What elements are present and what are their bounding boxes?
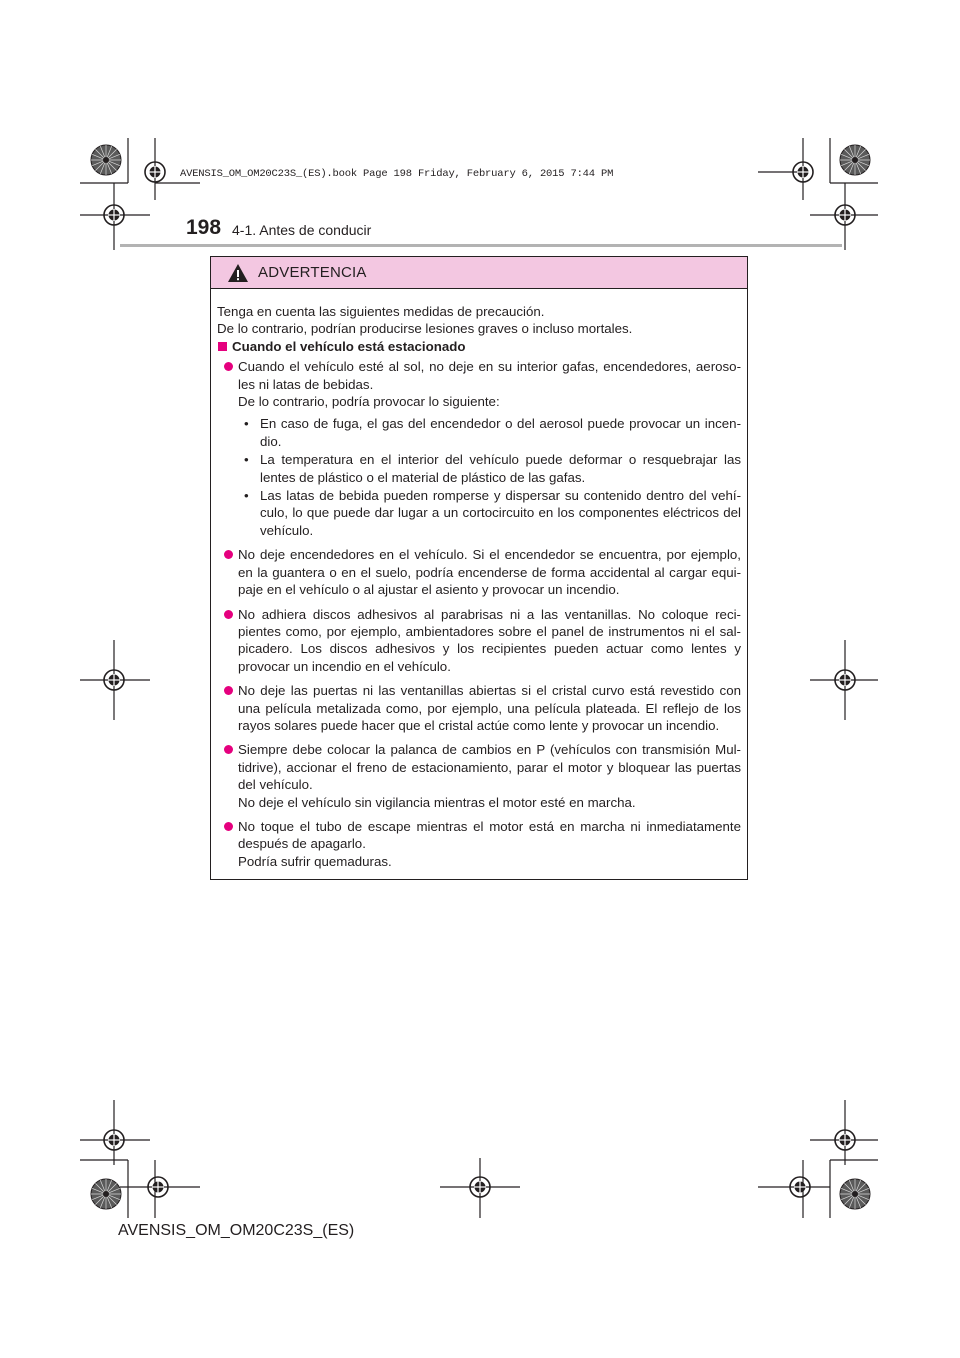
sub-item-text: En caso de fuga, el gas del encendedor o del aerosol puede provocar un incen-dio. (260, 416, 741, 449)
warning-body (211, 289, 747, 870)
item-text: De lo contrario, podría provocar lo siguiente: (238, 394, 500, 410)
warning-triangle-icon (227, 263, 249, 283)
list-item (217, 682, 741, 734)
intro-line: De lo contrario, podrían producirse lesiones graves o incluso mortales. (217, 321, 633, 337)
item-text: No toque el tubo de escape mientras el motor está en marcha ni inmediatamente después de apagarlo. (238, 818, 741, 852)
section-heading-text: Cuando el vehículo está estacionado (232, 338, 466, 354)
list-item (217, 818, 741, 870)
sub-item (238, 487, 741, 539)
round-bullet-icon (224, 362, 233, 371)
section-title: 4-1. Antes de conducir (232, 222, 372, 238)
warning-header (211, 257, 747, 289)
section-heading (217, 338, 741, 355)
round-bullet-icon (224, 745, 233, 754)
round-bullet-icon (224, 822, 233, 831)
book-stamp: AVENSIS_OM_OM20C23S_(ES).book Page 198 Friday, February 6, 2015 7:44 PM (180, 168, 614, 180)
sub-item (238, 415, 741, 450)
square-bullet-icon (218, 342, 227, 351)
list-item (217, 358, 741, 539)
sub-item (238, 451, 741, 486)
sub-list (238, 415, 741, 539)
item-text: Cuando el vehículo esté al sol, no deje en su interior gafas, encendedores, aeroso-les ni latas de bebidas. (238, 359, 741, 392)
list-item (217, 546, 741, 598)
page-number: 198 (186, 216, 222, 239)
warning-box (210, 256, 748, 880)
round-bullet-icon (224, 686, 233, 695)
list-item (217, 741, 741, 811)
item-text: Podría sufrir quemaduras. (238, 853, 392, 869)
sub-item-text: La temperatura en el interior del vehículo puede deformar o resquebrajar las lentes de plástico o el material de plástico de las gafas. (260, 452, 741, 485)
item-text: No deje el vehículo sin vigilancia mientras el motor esté en marcha. (238, 794, 636, 810)
item-text: No adhiera discos adhesivos al parabrisas ni a las ventanillas. No coloque reci-pientes como, por ejemplo, ambientadores sobre el panel de instrumentos ni el sal-picadero. Los discos adhesivos y los recipientes pueden actuar como lentes y provocar un incendio en el vehículo. (238, 606, 741, 674)
dot-bullet-icon: • (244, 452, 249, 468)
intro-line: Tenga en cuenta las siguientes medidas de precaución. (217, 304, 545, 319)
dot-bullet-icon: • (244, 488, 249, 504)
warning-title: ADVERTENCIA (258, 264, 367, 281)
item-text: Siempre debe colocar la palanca de cambios en P (vehículos con transmisión Mul-tidrive), accionar el freno de estacionamiento, parar el motor y bloquear las puertas del vehículo. (238, 742, 741, 793)
item-text: No deje encendedores en el vehículo. Si el encendedor se encuentra, por ejemplo, en la guantera o en el suelo, podría encenderse de forma accidental al cargar equi-paje en el vehículo o al ajustar el asiento y provocar un incendio. (238, 547, 741, 598)
header-rule (120, 244, 842, 247)
item-text: No deje las puertas ni las ventanillas abiertas si el cristal curvo está revestido con una película metalizada como, por ejemplo, una película plateada. El reflejo de los rayos solares puede hacer que el cristal actúe como lente y provocar un incendio. (238, 683, 741, 733)
round-bullet-icon (224, 550, 233, 559)
round-bullet-icon (224, 610, 233, 619)
document-id: AVENSIS_OM_OM20C23S_(ES) (118, 1222, 355, 1239)
sub-item-text: Las latas de bebida pueden romperse y dispersar su contenido dentro del vehí-culo, lo que puede dar lugar a un cortocircuito en los componentes eléctricos del vehículo. (260, 488, 741, 538)
dot-bullet-icon: • (244, 416, 249, 432)
list-item (217, 606, 741, 676)
